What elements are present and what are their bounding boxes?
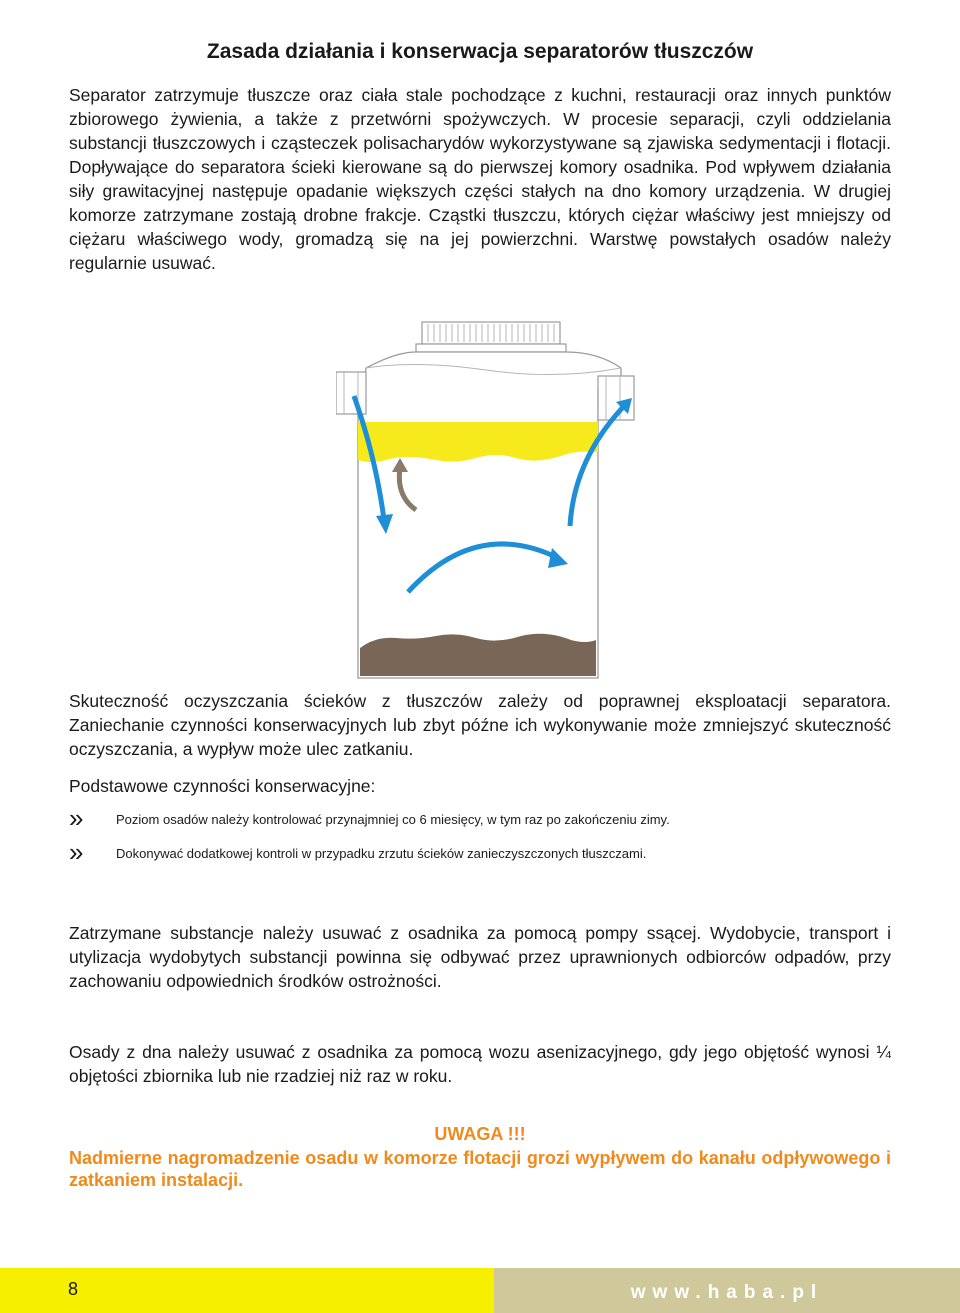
list-item — [69, 803, 891, 840]
list-item-text: Dokonywać dodatkowej kontroli w przypadku zrzutu ścieków zanieczyszczonych tłuszczami. — [116, 846, 647, 861]
effectiveness-paragraph: Skuteczność oczyszczania ścieków z tłuszczów zależy od poprawnej eksploatacji separatora. Zaniechanie czynności konserwacyjnych lub zbyt późne ich wykonywanie może zmniejszyć skuteczność oczyszczania, a wypływ może ulec zatkaniu. — [69, 691, 891, 759]
list-item-text: Poziom osadów należy kontrolować przynajmniej co 6 miesięcy, w tym raz po zakończeniu zimy. — [116, 812, 670, 827]
inlet-pipe — [336, 372, 366, 414]
warning-text: Nadmierne nagromadzenie osadu w komorze flotacji grozi wypływem do kanału odpływowego i zatkaniem instalacji. — [69, 1148, 891, 1190]
intro-paragraph: Separator zatrzymuje tłuszcze oraz ciała stale pochodzące z kuchni, restauracji oraz innych punktów zbiorowego żywienia, a także z przetwórni spożywczych. W procesie separacji, czyli oddzielania substancji tłuszczowych i cząsteczek polisacharydów wykorzystywane są zjawiska sedymentacji i flotacji. Dopływające do separatora ścieki kierowane są do pierwszej komory osadnika. Pod wpływem działania siły grawitacyjnej następuje opadanie większych części stałych na dno komory urządzenia. W drugiej komorze zatrzymane zostają drobne frakcje. Cząstki tłuszczu, których ciężar właściwy jest mniejszy od ciężaru właściwego wody, gromadzą się na jej powierzchni. Warstwę powstałych osadów należy regularnie usuwać. — [69, 85, 891, 273]
sediment-layer — [360, 634, 596, 676]
tank-lid — [422, 322, 560, 344]
sludge-paragraph: Osady z dna należy usuwać z osadnika za pomocą wozu asenizacyjnego, gdy jego objętość wynosi ¼ objętości zbiornika lub nie rzadziej niż raz w roku. — [69, 1042, 891, 1086]
bullet-mark: » — [69, 837, 84, 867]
bullet-mark: » — [69, 803, 84, 833]
page-number: 8 — [68, 1279, 79, 1299]
page-title: Zasada działania i konserwacja separatorów tłuszczów — [206, 40, 754, 63]
footer-left-band — [0, 1268, 494, 1313]
separator-diagram — [336, 318, 636, 680]
maintenance-list — [69, 803, 891, 874]
warning-title: UWAGA !!! — [434, 1124, 526, 1144]
maintenance-heading: Podstawowe czynności konserwacyjne: — [69, 776, 376, 796]
removal-paragraph: Zatrzymane substancje należy usuwać z osadnika za pomocą pompy ssącej. Wydobycie, transport i utylizacja wydobytych substancji powinna się odbywać przez uprawnionych odbiorców odpadów, przy zachowaniu odpowiednich środków ostrożności. — [69, 923, 891, 991]
tank-body — [358, 352, 621, 678]
website-link[interactable]: www.haba.pl — [630, 1282, 824, 1303]
list-item — [69, 837, 891, 874]
footer-right-band — [494, 1268, 960, 1313]
